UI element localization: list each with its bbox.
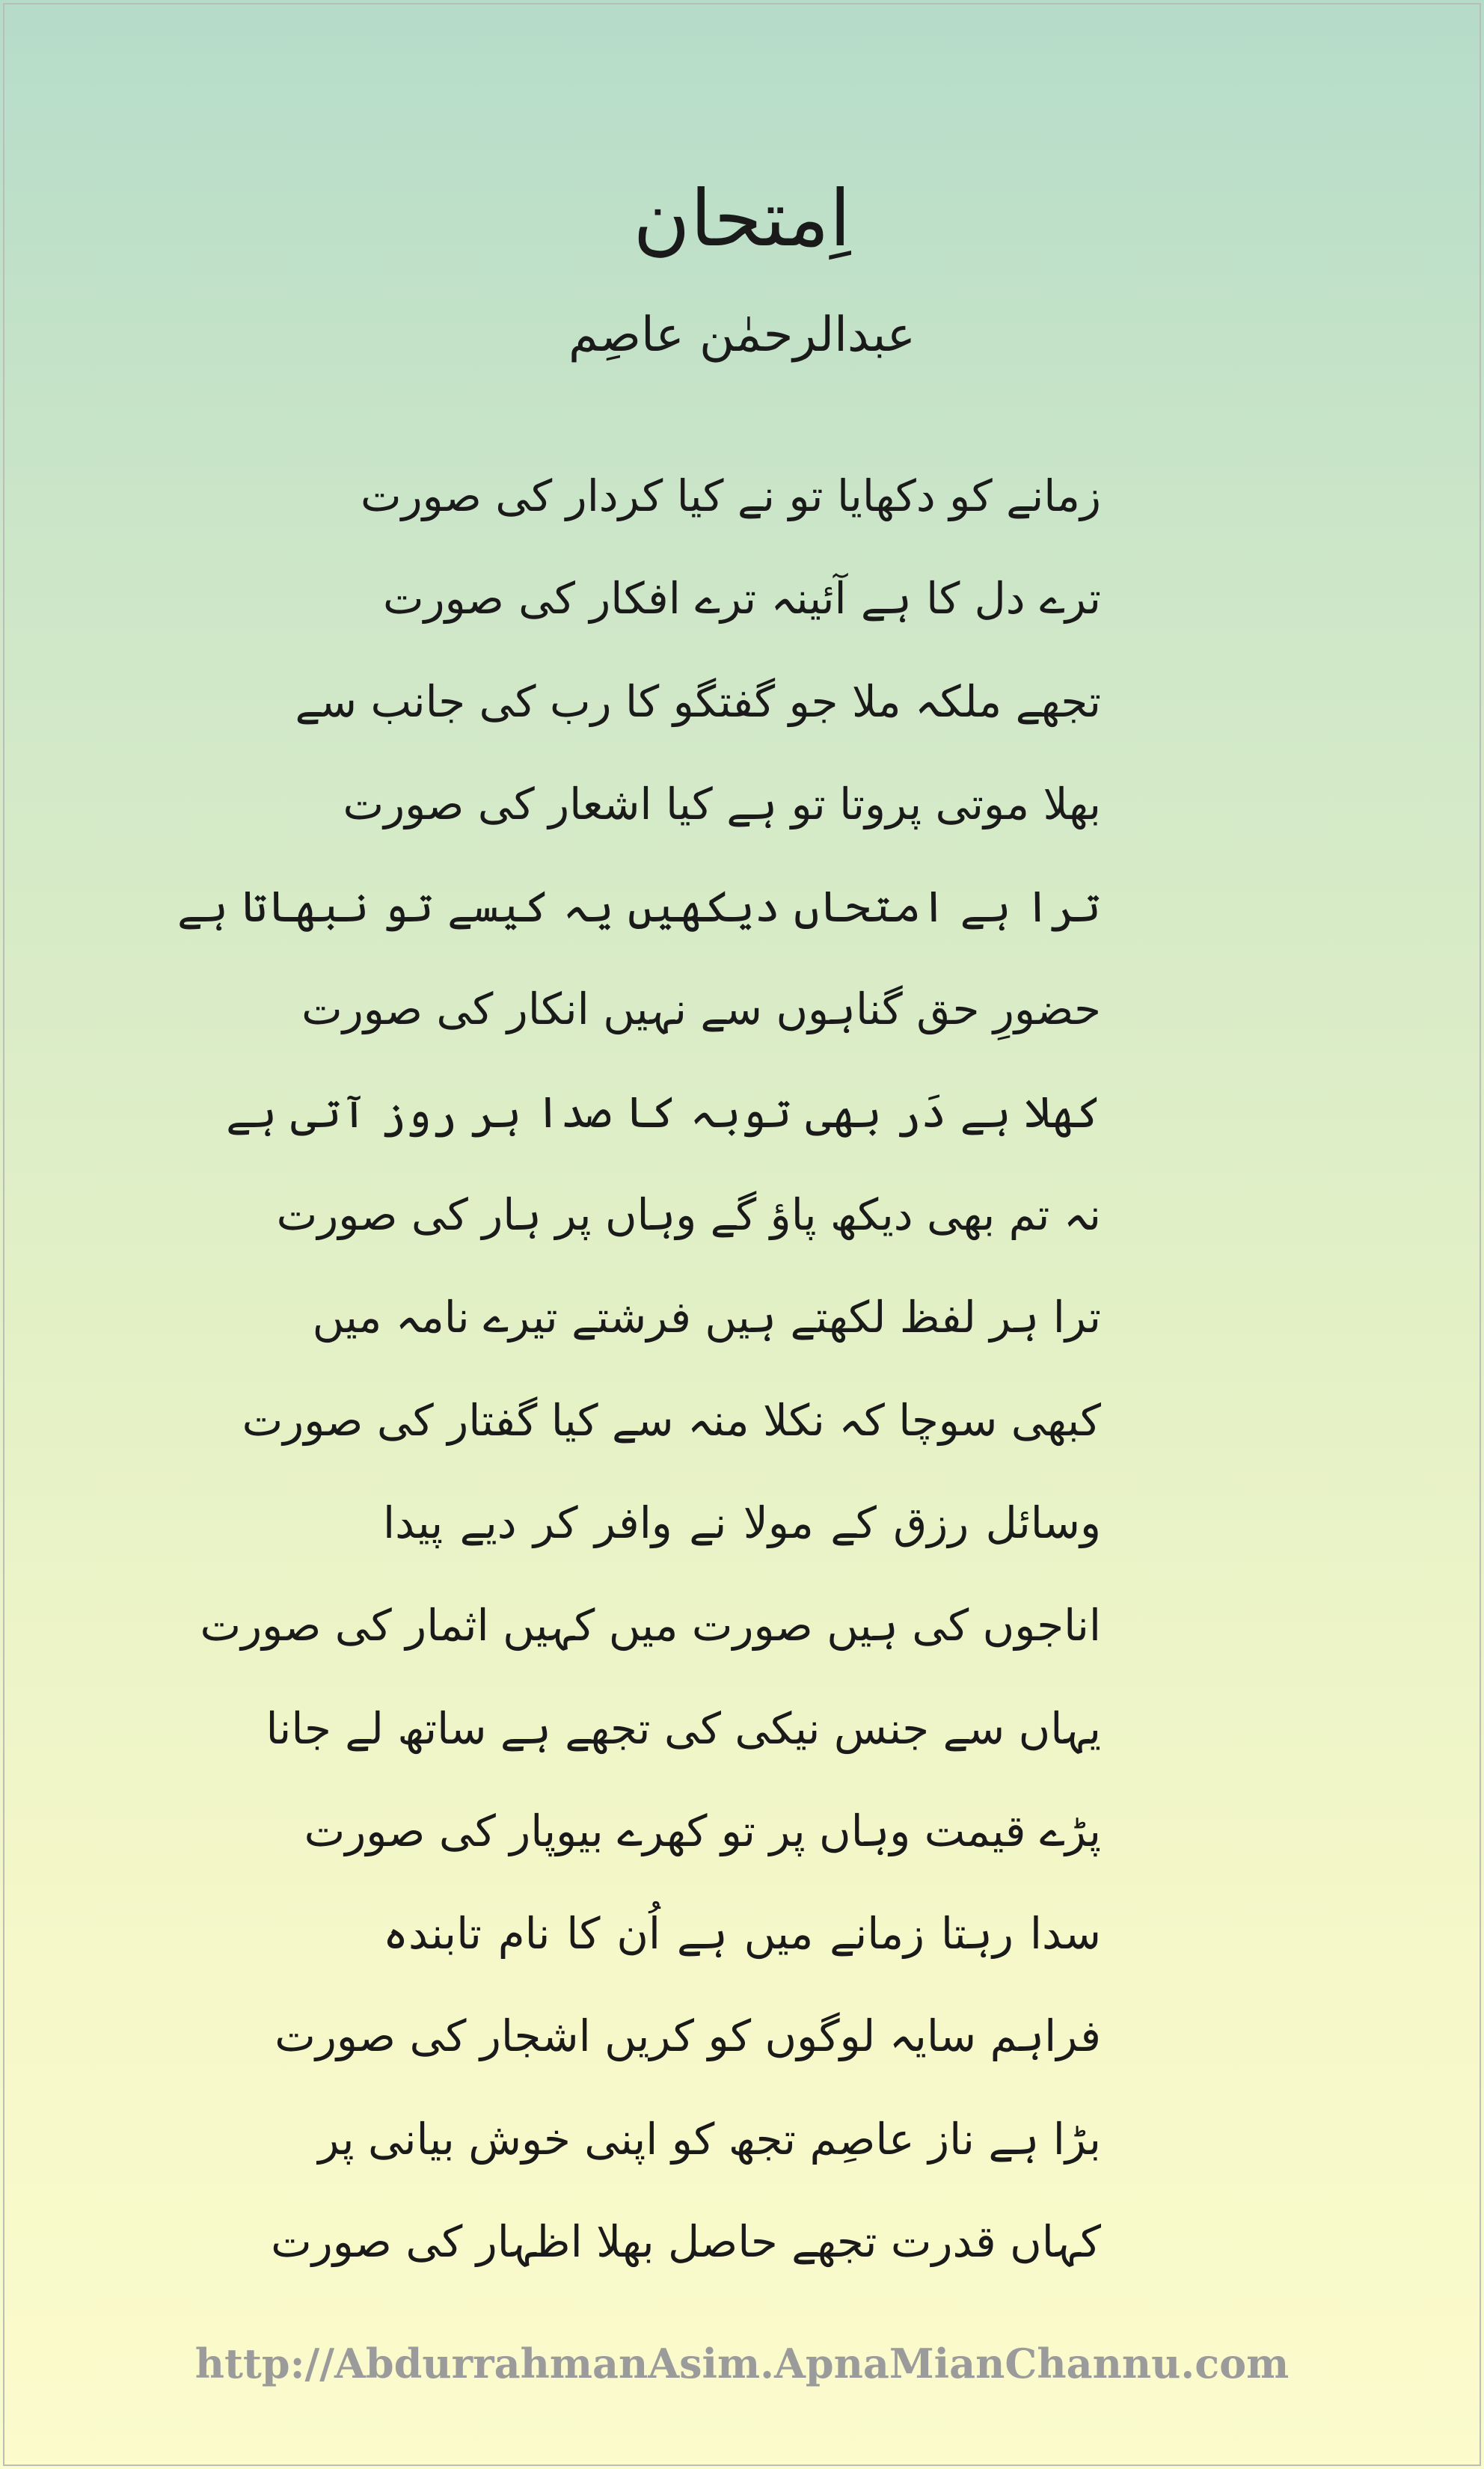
website-url: http://AbdurrahmanAsim.ApnaMianChannu.com bbox=[194, 2340, 1290, 2387]
verse-line: کھلا ہے دَر بھی توبہ کا صدا ہر روز آتی ہے bbox=[226, 1086, 1101, 1138]
poem-title: اِمتحان bbox=[633, 173, 851, 264]
verse-line: زمانے کو دکھایا تو نے کیا کردار کی صورت bbox=[361, 470, 1101, 521]
verse-line: یہاں سے جنس نیکی کی تجھے ہے ساتھ لے جانا bbox=[266, 1702, 1101, 1754]
verse-line: بھلا موتی پروتا تو ہے کیا اشعار کی صورت bbox=[343, 778, 1101, 829]
verse-line: سدا رہتا زمانے میں ہے اُن کا نام تابندہ bbox=[383, 1908, 1101, 1960]
poem-body bbox=[177, 445, 1101, 2293]
poem-author: عبدالرحمٰن عاصِم bbox=[568, 307, 916, 363]
verse-line: کبھی سوچا کہ نکلا منہ سے کیا گفتار کی صورت bbox=[242, 1394, 1101, 1446]
verse-line: ترے دل کا ہے آئینہ ترے افکار کی صورت bbox=[383, 573, 1101, 625]
verse-line: پڑے قیمت وہاں پر تو کھرے بیوپار کی صورت bbox=[304, 1805, 1101, 1856]
verse-line: اناجوں کی ہیں صورت میں کہیں اثمار کی صورت bbox=[200, 1600, 1101, 1651]
verse-line: بڑا ہے ناز عاصِم تجھ کو اپنی خوش بیانی پر bbox=[318, 2113, 1101, 2165]
verse-line: نہ تم بھی دیکھ پاؤ گے وہاں پر ہار کی صورت bbox=[276, 1189, 1101, 1241]
verse-line: ترا ہر لفظ لکھتے ہیں فرشتے تیرے نامہ میں bbox=[312, 1292, 1101, 1343]
verse-line: وسائل رزق کے مولا نے وافر کر دیے پیدا bbox=[383, 1497, 1101, 1548]
verse-line: ترا ہے امتحاں دیکھیں یہ کیسے تو نبھاتا ہے bbox=[177, 881, 1101, 933]
verse-line: فراہم سایہ لوگوں کو کریں اشجار کی صورت bbox=[275, 2011, 1101, 2062]
verse-line: حضورِ حق گناہوں سے نہیں انکار کی صورت bbox=[301, 984, 1101, 1035]
verse-line: کہاں قدرت تجھے حاصل بھلا اظہار کی صورت bbox=[271, 2216, 1101, 2268]
verse-line: تجھے ملکہ ملا جو گفتگو کا رب کی جانب سے bbox=[295, 675, 1101, 727]
